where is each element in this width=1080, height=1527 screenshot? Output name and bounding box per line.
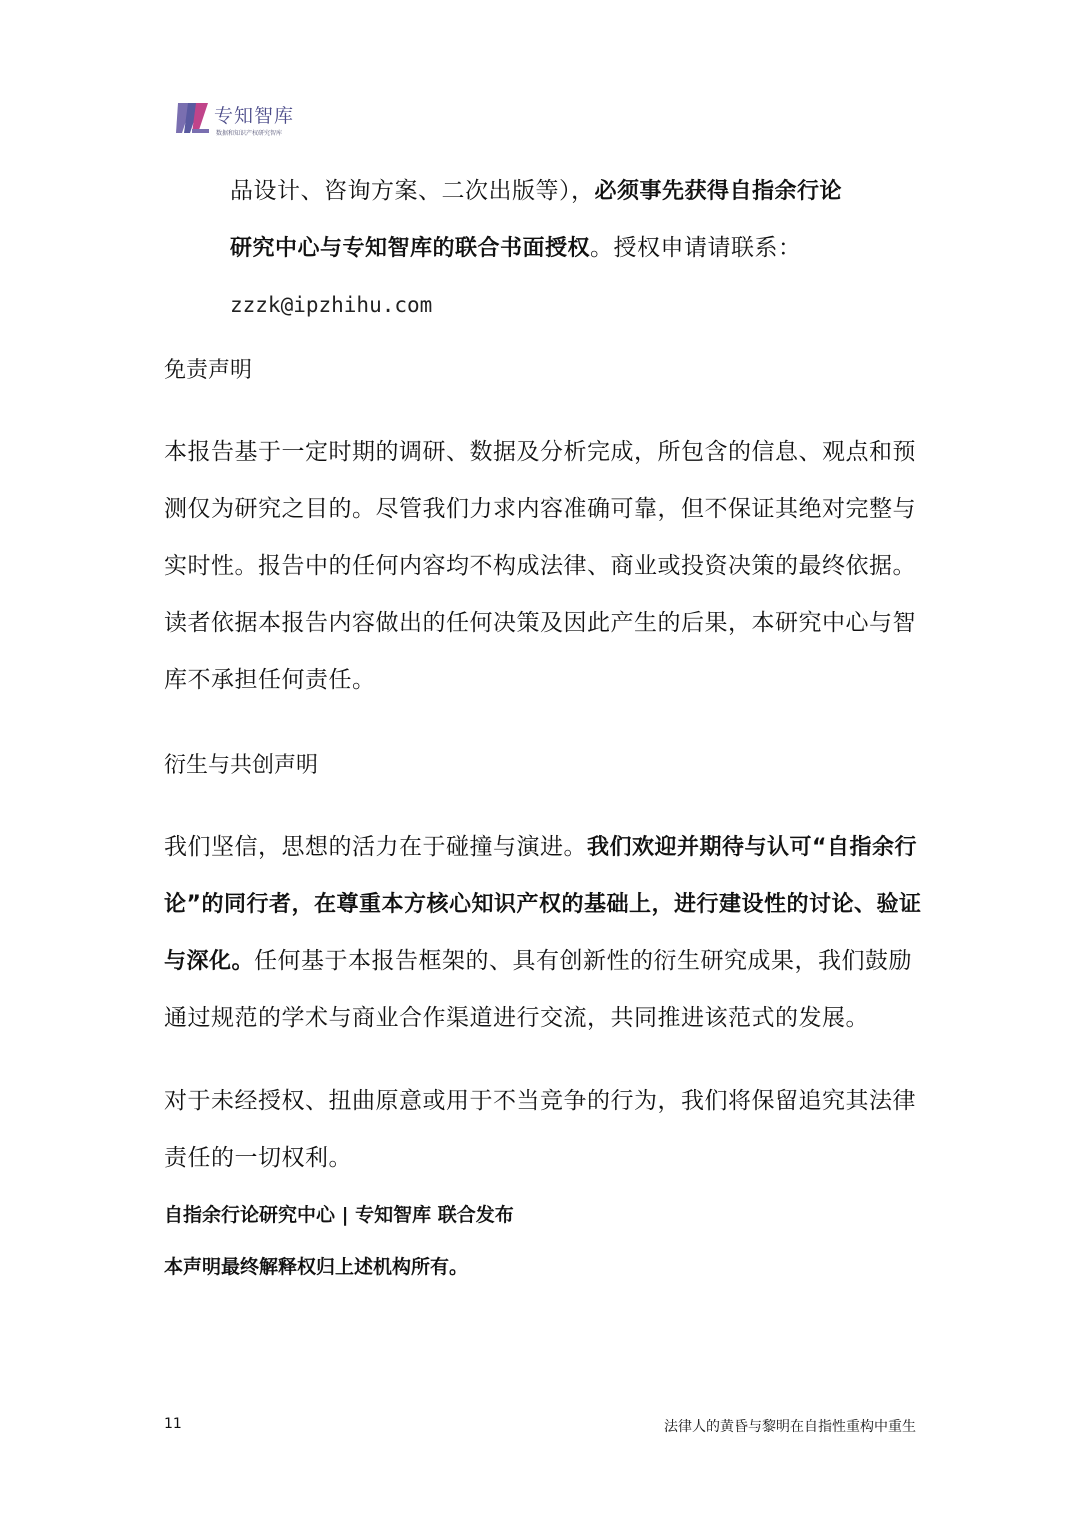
logo-name: 专知智库 xyxy=(214,105,295,127)
rights-line: 本声明最终解释权归上述机构所有。 xyxy=(164,1256,469,1278)
license-continuation xyxy=(164,163,924,277)
derivative-bold: 我们欢迎并期待与认可“自指余行论”的同行者，在尊重本方核心知识产权的基础上，进行建设性的讨论、验证与深化。 xyxy=(164,835,922,974)
derivative-paragraph-2: 对于未经授权、扭曲原意或用于不当竞争的行为，我们将保留追究其法律责任的一切权利。 xyxy=(164,1088,916,1171)
page-content xyxy=(164,163,924,1281)
logo-mark-icon xyxy=(176,101,210,135)
contact-email: zzzk@ipzhihu.com xyxy=(230,293,433,317)
page-number: 11 xyxy=(164,1416,182,1432)
document-title: 法律人的黄昏与黎明在自指性重构中重生 xyxy=(664,1419,916,1435)
license-text-bold-2: 研究中心与专知智库的联合书面授权 xyxy=(230,236,591,261)
license-text-plain-2: 。授权申请请联系： xyxy=(590,235,802,261)
derivative-heading: 衍生与共创声明 xyxy=(164,753,319,778)
logo-tagline: 数据和知识产权研究智库 xyxy=(216,130,283,137)
derivative-plain-b: 任何基于本报告框架的、具有创新性的衍生研究成果，我们鼓励通过规范的学术与商业合作渠道进行交流，共同推进该范式的发展。 xyxy=(164,948,913,1031)
disclaimer-heading: 免责声明 xyxy=(164,358,253,383)
derivative-plain-a: 我们坚信，思想的活力在于碰撞与演进。 xyxy=(164,834,587,860)
publisher-line: 自指余行论研究中心 | 专知智库 联合发布 xyxy=(164,1204,514,1226)
license-text-bold: 必须事先获得自指余行论 xyxy=(594,179,843,204)
license-text-plain: 品设计、咨询方案、二次出版等）， xyxy=(230,178,595,204)
disclaimer-body: 本报告基于一定时期的调研、数据及分析完成，所包含的信息、观点和预测仅为研究之目的。尽管我们力求内容准确可靠，但不保证其绝对完整与实时性。报告中的任何内容均不构成法律、商业或投资决策的最终依据。读者依据本报告内容做出的任何决策及因此产生的后果，本研究中心与智库不承担任何责任。 xyxy=(164,439,916,693)
derivative-paragraph-1 xyxy=(164,819,924,1047)
